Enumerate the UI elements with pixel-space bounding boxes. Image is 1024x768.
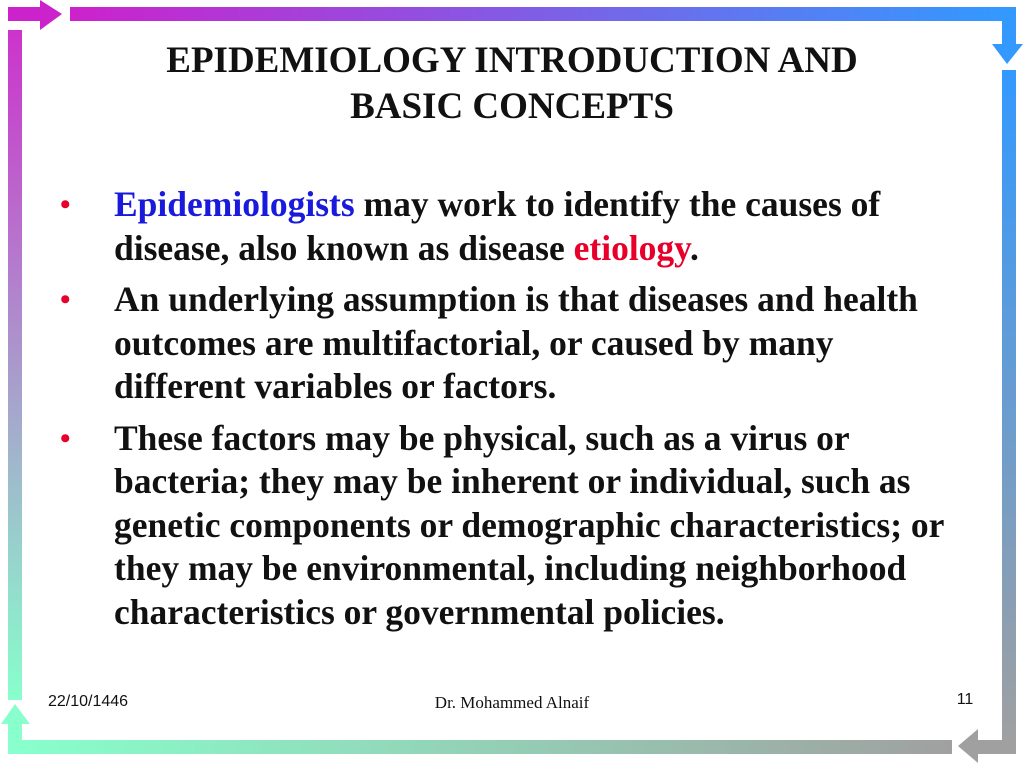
frame-right-bar: [1002, 70, 1016, 742]
frame-top-bar: [70, 7, 1002, 21]
page-number: 11: [956, 691, 974, 708]
frame-bottom-bar: [22, 740, 952, 754]
footer-date: 22/10/1446: [48, 693, 129, 710]
bullet-text: may work to identify the causes of disease, also known as disease: [114, 184, 881, 268]
bullet-marker: •: [60, 421, 71, 455]
frame-top-left-stem: [8, 7, 42, 21]
highlight-term-epidemiologists: Epidemiologists: [114, 184, 355, 224]
bullet-item-2: [58, 278, 973, 409]
bullet-list: [58, 183, 973, 642]
bullet-text: An underlying assumption is that diseases and health outcomes are multifactorial, or caused by many different variables or factors.: [114, 279, 918, 406]
frame-top-right-stem: [1002, 7, 1016, 47]
frame-top-right-arrowhead: [992, 44, 1023, 64]
slide-title-line-1: EPIDEMIOLOGY INTRODUCTION AND: [166, 40, 858, 81]
bullet-marker: •: [60, 188, 71, 221]
frame-left-bar: [8, 30, 22, 700]
highlight-term-etiology: etiology: [573, 227, 690, 268]
frame-top-left-arrowhead: [40, 0, 62, 30]
bullet-item-1: [58, 183, 973, 270]
slide-title: [60, 38, 964, 130]
bullet-item-3: [58, 417, 973, 635]
bullet-text: These factors may be physical, such as a virus or bacteria; they may be inherent or individual, such as genetic components or demographic characteristics; or they may be environmental, including neighborhood characteristics or governmental policies.: [114, 417, 944, 632]
bullet-marker: •: [60, 283, 71, 316]
frame-bottom-right-stem: [975, 740, 1016, 754]
frame-bottom-right-arrowhead: [958, 729, 978, 763]
bullet-text-end: .: [689, 227, 699, 268]
slide-title-line-2: BASIC CONCEPTS: [350, 86, 674, 127]
footer-author: Dr. Mohammed Alnaif: [434, 693, 590, 712]
frame-bottom-left-stem: [8, 720, 22, 754]
